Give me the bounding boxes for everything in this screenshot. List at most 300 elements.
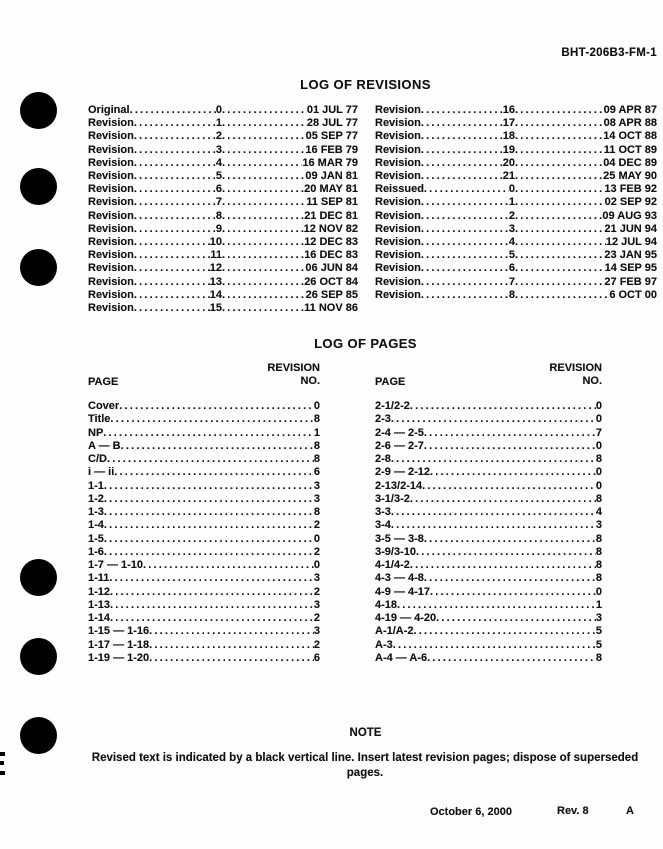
revision-entry-number: 5 xyxy=(215,170,222,183)
revision-entry-date: 05 SEP 77 xyxy=(305,130,358,143)
revision-entry-name: Revision xyxy=(375,249,421,262)
page-entry-name: C/D xyxy=(88,453,107,465)
dot-leader xyxy=(515,236,606,249)
revision-entry-date: 6 OCT 00 xyxy=(609,288,657,301)
page-entry-revision: 8 xyxy=(595,651,602,664)
dot-leader xyxy=(134,130,216,143)
revision-entry-group xyxy=(375,117,515,130)
revision-entry-date: 06 JUN 84 xyxy=(305,262,358,275)
revision-entry-date: 27 FEB 97 xyxy=(604,275,657,288)
page-entry-revision: 0 xyxy=(313,532,320,545)
dot-leader xyxy=(130,104,216,117)
page-entry-revision: 0 xyxy=(595,479,602,492)
dot-leader xyxy=(421,223,509,236)
dot-leader xyxy=(134,144,216,157)
dot-leader xyxy=(421,157,503,170)
page-entry-name: Cover xyxy=(88,400,120,412)
page-entry xyxy=(375,453,602,466)
page-entry xyxy=(375,639,602,652)
page-entry xyxy=(375,427,602,440)
page-entry-name: A-1/A-2 xyxy=(375,625,414,638)
revision-entry xyxy=(88,289,358,302)
page-entry-revision: 8 xyxy=(595,572,602,585)
dot-leader xyxy=(391,413,596,426)
page-entry-name: 1-15 — 1-16 xyxy=(88,625,150,638)
page-entry-name: 1-3 xyxy=(88,506,104,518)
revision-entry xyxy=(375,183,657,196)
revision-entry xyxy=(88,183,358,196)
page-entry-revision: 2 xyxy=(313,545,320,558)
dot-leader xyxy=(222,302,304,315)
revision-entry-group xyxy=(375,289,515,302)
revision-entry-group xyxy=(88,144,222,157)
revision-entry xyxy=(375,170,657,183)
dot-leader xyxy=(421,262,509,275)
dot-leader xyxy=(222,236,304,249)
footer-date: October 6, 2000 xyxy=(430,806,512,818)
dot-leader xyxy=(424,440,596,453)
dot-leader xyxy=(134,276,210,289)
revision-entry xyxy=(88,196,358,209)
log-of-revisions-title: LOG OF REVISIONS xyxy=(300,77,431,92)
revision-entry-date: 21 DEC 81 xyxy=(304,209,358,222)
page-entry-revision: 1 xyxy=(313,426,320,439)
page-entry-name: A — B xyxy=(88,439,121,452)
dot-leader xyxy=(104,493,314,506)
dot-leader xyxy=(149,625,314,638)
page-entry-revision: 8 xyxy=(595,559,602,571)
page-entry-name: Title xyxy=(88,413,111,426)
page-entry-revision: 8 xyxy=(313,439,320,452)
dot-leader xyxy=(410,493,596,506)
page-entry-name: 3-5 — 3-8 xyxy=(375,532,424,545)
revision-entry-group xyxy=(375,183,515,196)
revision-entry-date: 16 MAR 79 xyxy=(302,156,358,169)
page-entry xyxy=(88,493,320,506)
revision-entry-name: Revision xyxy=(375,104,421,116)
page-entry-revision: 4 xyxy=(595,506,602,518)
page-entry-revision: 2 xyxy=(313,612,320,624)
revisions-column-right xyxy=(375,104,657,315)
page-entry xyxy=(88,625,320,638)
revision-entry-number: 3 xyxy=(508,222,515,235)
page-entry-name: 4-9 — 4-17 xyxy=(375,585,431,598)
revision-entry-name: Revision xyxy=(375,275,421,288)
log-of-pages-table xyxy=(88,362,602,665)
page-entry xyxy=(88,612,320,625)
dot-leader xyxy=(134,302,210,315)
binder-hole xyxy=(20,92,57,129)
revision-entry-name: Revision xyxy=(88,302,134,315)
dot-leader xyxy=(107,453,314,466)
revision-entry-name: Revision xyxy=(88,236,134,249)
revision-entry-number: 10 xyxy=(209,236,222,249)
revision-entry-name: Revision xyxy=(88,183,134,196)
dot-leader xyxy=(424,427,596,440)
dot-leader xyxy=(222,223,304,236)
dot-leader xyxy=(143,559,314,572)
revision-entry xyxy=(375,210,657,223)
dot-leader xyxy=(121,440,314,453)
dot-leader xyxy=(134,196,216,209)
page-entry xyxy=(88,440,320,453)
dot-leader xyxy=(222,262,305,275)
page-entry xyxy=(375,466,602,479)
dot-leader xyxy=(421,170,503,183)
page-entry-revision: 8 xyxy=(595,492,602,505)
revision-header-line1: REVISION xyxy=(549,362,602,374)
dot-leader xyxy=(222,157,302,170)
page-entry xyxy=(375,559,602,572)
page-entry xyxy=(88,519,320,532)
dot-leader xyxy=(222,196,306,209)
revision-entry-number: 4 xyxy=(508,236,515,249)
revision-entry xyxy=(375,249,657,262)
dot-leader xyxy=(222,170,305,183)
dot-leader xyxy=(427,652,596,665)
page-entry xyxy=(88,400,320,413)
revision-entry-name: Revision xyxy=(88,143,134,156)
page-entry-revision: 0 xyxy=(595,413,602,426)
revision-entry-group xyxy=(375,223,515,236)
page-entry-name: 1-14 xyxy=(88,612,111,624)
page-entry xyxy=(88,652,320,665)
scan-edge-artifact xyxy=(0,771,5,775)
page-entry-revision: 3 xyxy=(313,598,320,611)
revision-entry-date: 20 MAY 81 xyxy=(304,183,358,196)
revision-entry-number: 18 xyxy=(502,130,515,143)
page-entry xyxy=(88,466,320,479)
revision-entry-group xyxy=(375,104,515,117)
revision-entry xyxy=(88,130,358,143)
dot-leader xyxy=(397,599,596,612)
dot-leader xyxy=(421,196,509,209)
revision-header-line2: NO. xyxy=(582,375,602,387)
revision-entry-number: 7 xyxy=(215,196,222,209)
revision-entry-date: 16 DEC 83 xyxy=(304,249,358,262)
dot-leader xyxy=(424,183,509,196)
dot-leader xyxy=(416,546,596,559)
dot-leader xyxy=(114,466,314,479)
dot-leader xyxy=(421,210,509,223)
scan-edge-artifact xyxy=(0,761,4,765)
page-entry xyxy=(88,427,320,440)
page-entry-revision: 3 xyxy=(313,492,320,505)
dot-leader xyxy=(515,276,604,289)
page-entry-revision: 0 xyxy=(313,559,320,571)
pages-column-left xyxy=(88,362,320,665)
revision-entry-date: 12 NOV 82 xyxy=(303,222,358,235)
revision-entry-group xyxy=(375,236,515,249)
revision-entry-number: 6 xyxy=(508,262,515,275)
page-entry xyxy=(375,625,602,638)
page-entry-name: 2-13/2-14 xyxy=(375,479,423,492)
page-entry-revision: 5 xyxy=(595,625,602,638)
revision-entry-name: Revision xyxy=(88,222,134,235)
dot-leader xyxy=(515,130,603,143)
page-entry xyxy=(375,546,602,559)
dot-leader xyxy=(134,236,210,249)
revision-entry xyxy=(88,104,358,117)
revision-entry-date: 14 SEP 95 xyxy=(604,262,657,275)
pages-column-right xyxy=(375,362,602,665)
revision-entry-number: 15 xyxy=(209,302,222,315)
dot-leader xyxy=(134,262,210,275)
revision-entry-date: 02 SEP 92 xyxy=(604,196,657,209)
revision-entry-group xyxy=(88,196,222,209)
page-entry-name: 3-9/3-10 xyxy=(375,545,416,558)
revision-entry-group xyxy=(375,157,515,170)
note-text: Revised text is indicated by a black vertical line. Insert latest revision pages; dispose of superseded pages. xyxy=(91,752,639,779)
binder-hole xyxy=(20,638,57,675)
revision-entry-number: 5 xyxy=(508,249,515,262)
dot-leader xyxy=(515,210,602,223)
revision-entry xyxy=(375,236,657,249)
page-entry-name: 1-19 — 1-20 xyxy=(88,651,150,664)
page-entry xyxy=(375,400,602,413)
dot-leader xyxy=(430,586,596,599)
revision-entry-number: 4 xyxy=(215,156,222,169)
revision-entry-number: 12 xyxy=(209,262,222,275)
revision-entry-number: 1 xyxy=(508,196,515,209)
revision-entry-date: 11 OCT 89 xyxy=(603,143,657,156)
page-entry xyxy=(375,440,602,453)
page-entry-name: 1-7 — 1-10 xyxy=(88,559,144,571)
revision-entry xyxy=(375,276,657,289)
note-title: NOTE xyxy=(349,727,382,739)
dot-leader xyxy=(515,289,609,302)
dot-leader xyxy=(134,249,211,262)
revision-entry-group xyxy=(88,130,222,143)
revision-entry xyxy=(88,117,358,130)
page-entry xyxy=(375,493,602,506)
page-entry-revision: 0 xyxy=(595,585,602,598)
page-entry xyxy=(375,652,602,665)
dot-leader xyxy=(149,652,314,665)
revision-entry-name: Revision xyxy=(375,117,421,130)
revision-entry-group xyxy=(375,170,515,183)
revision-entry-number: 14 xyxy=(209,288,222,301)
revision-entry xyxy=(88,210,358,223)
page-entry xyxy=(88,559,320,572)
dot-leader xyxy=(391,453,596,466)
revision-entry-name: Revision xyxy=(375,236,421,249)
page-entry xyxy=(375,533,602,546)
revision-entry xyxy=(375,262,657,275)
dot-leader xyxy=(515,183,604,196)
revision-entry xyxy=(88,170,358,183)
revision-entry-name: Reissued xyxy=(375,183,424,196)
revision-entry-group xyxy=(375,262,515,275)
revision-entry-name: Revision xyxy=(375,196,421,209)
revision-entry-name: Revision xyxy=(88,262,134,275)
revision-entry-name: Revision xyxy=(375,262,421,275)
page-entry-revision: 0 xyxy=(595,439,602,452)
revision-entry-date: 14 OCT 88 xyxy=(603,130,657,143)
revision-entry-group xyxy=(88,117,222,130)
revision-entry-date: 01 JUL 77 xyxy=(306,104,358,116)
revision-entry-group xyxy=(88,289,222,302)
dot-leader xyxy=(421,249,509,262)
revision-entry-number: 1 xyxy=(215,117,222,130)
binder-hole xyxy=(20,717,57,754)
dot-leader xyxy=(110,586,314,599)
revision-entry-group xyxy=(88,276,222,289)
page-entry-name: 2-4 — 2-5 xyxy=(375,426,424,439)
revision-entry-group xyxy=(88,249,222,262)
page-entry-name: 1-13 xyxy=(88,598,111,611)
page-entry xyxy=(375,612,602,625)
page-entry-name: 4-3 — 4-8 xyxy=(375,572,424,585)
revision-entry-number: 17 xyxy=(502,117,515,130)
pages-column-header xyxy=(375,362,602,388)
page-entry xyxy=(88,453,320,466)
page-entry-revision: 1 xyxy=(595,598,602,611)
dot-leader xyxy=(222,249,304,262)
dot-leader xyxy=(424,572,596,585)
revision-entry-group xyxy=(88,170,222,183)
dot-leader xyxy=(134,170,216,183)
revision-entry-date: 16 FEB 79 xyxy=(305,143,358,156)
dot-leader xyxy=(134,223,216,236)
dot-leader xyxy=(421,130,503,143)
pages-list-right xyxy=(375,400,602,665)
dot-leader xyxy=(515,249,604,262)
page-entry-name: 4-18 xyxy=(375,598,398,611)
footer-revision-number: Rev. 8 xyxy=(557,805,589,817)
page-entry-name: 2-1/2-2 xyxy=(375,400,410,412)
revision-entry-name: Revision xyxy=(375,130,421,143)
dot-leader xyxy=(103,427,314,440)
page-entry-revision: 6 xyxy=(313,651,320,664)
revision-entry-group xyxy=(375,210,515,223)
page-entry-revision: 8 xyxy=(313,413,320,426)
dot-leader xyxy=(109,572,313,585)
dot-leader xyxy=(134,183,216,196)
page-entry-revision: 8 xyxy=(595,545,602,558)
revision-entry-number: 0 xyxy=(508,183,515,196)
revision-entry-date: 04 DEC 89 xyxy=(603,156,657,169)
revision-entry xyxy=(375,130,657,143)
footer-page-letter: A xyxy=(626,805,634,817)
revision-entry xyxy=(375,223,657,236)
revision-entry-group xyxy=(375,276,515,289)
dot-leader xyxy=(222,144,305,157)
page-entry xyxy=(88,586,320,599)
dot-leader xyxy=(104,519,314,532)
page-entry-revision: 0 xyxy=(595,400,602,412)
page-entry xyxy=(375,586,602,599)
revision-entry xyxy=(88,276,358,289)
revision-entry-group xyxy=(88,236,222,249)
page-entry-revision: 0 xyxy=(313,400,320,412)
revision-entry xyxy=(375,289,657,302)
dot-leader xyxy=(422,480,596,493)
dot-leader xyxy=(134,289,210,302)
dot-leader xyxy=(515,196,605,209)
dot-leader xyxy=(515,157,603,170)
page-entry-name: 2-9 — 2-12 xyxy=(375,466,431,479)
page-entry-revision: 8 xyxy=(313,453,320,465)
revision-entry-group xyxy=(375,249,515,262)
page-entry-revision: 6 xyxy=(313,466,320,479)
revision-entry-group xyxy=(375,130,515,143)
page-entry-name: 4-1/4-2 xyxy=(375,559,410,571)
dot-leader xyxy=(149,639,314,652)
dot-leader xyxy=(515,117,604,130)
page-entry-name: i — ii xyxy=(88,466,115,479)
revision-header-line1: REVISION xyxy=(267,362,320,374)
revision-entry-group xyxy=(375,144,515,157)
dot-leader xyxy=(430,466,596,479)
revision-entry-name: Revision xyxy=(88,196,134,209)
dot-leader xyxy=(222,117,307,130)
revision-entry-date: 13 FEB 92 xyxy=(604,183,657,196)
dot-leader xyxy=(421,289,509,302)
revision-entry-name: Revision xyxy=(88,209,134,222)
revision-entry-name: Revision xyxy=(88,117,134,130)
dot-leader xyxy=(414,625,596,638)
dot-leader xyxy=(134,210,216,223)
revision-entry xyxy=(88,249,358,262)
page-header-label: PAGE xyxy=(88,376,119,388)
dot-leader xyxy=(515,144,604,157)
page-entry xyxy=(375,599,602,612)
page-entry-name: 1-5 xyxy=(88,532,104,545)
page-entry-revision: 2 xyxy=(313,638,320,651)
page-entry xyxy=(88,480,320,493)
revision-entry-name: Revision xyxy=(375,222,421,235)
page-entry-revision: 8 xyxy=(595,453,602,465)
revision-entry-name: Revision xyxy=(375,143,421,156)
page-entry-name: A-4 — A-6 xyxy=(375,651,428,664)
revision-entry xyxy=(88,262,358,275)
page-entry-name: 1-2 xyxy=(88,492,104,505)
dot-leader xyxy=(421,144,503,157)
revision-entry-number: 11 xyxy=(210,249,222,262)
revision-entry-number: 0 xyxy=(215,104,222,116)
revision-entry-name: Revision xyxy=(88,249,134,262)
dot-leader xyxy=(515,104,604,117)
page-entry-name: 4-19 — 4-20 xyxy=(375,612,437,624)
dot-leader xyxy=(110,599,314,612)
revision-no-header-label xyxy=(549,362,602,388)
dot-leader xyxy=(515,170,603,183)
revision-entry-number: 2 xyxy=(215,130,222,143)
dot-leader xyxy=(421,117,503,130)
revision-entry-group xyxy=(88,157,222,170)
page-entry xyxy=(88,413,320,426)
revision-entry-date: 23 JAN 95 xyxy=(604,249,657,262)
revision-entry-number: 6 xyxy=(215,183,222,196)
page-entry xyxy=(375,519,602,532)
dot-leader xyxy=(222,276,304,289)
page-entry xyxy=(88,533,320,546)
dot-leader xyxy=(515,262,605,275)
dot-leader xyxy=(134,117,216,130)
revision-entry-number: 2 xyxy=(508,209,515,222)
revision-entry-name: Revision xyxy=(375,288,421,301)
revisions-column-left xyxy=(88,104,358,315)
page-entry-revision: 5 xyxy=(595,638,602,651)
revision-entry-name: Revision xyxy=(88,130,134,143)
dot-leader xyxy=(424,533,596,546)
revision-entry-name: Original xyxy=(88,104,130,116)
revision-entry-number: 19 xyxy=(502,143,515,156)
page-entry-revision: 7 xyxy=(595,426,602,439)
dot-leader xyxy=(119,400,314,413)
pages-list-left xyxy=(88,400,320,665)
